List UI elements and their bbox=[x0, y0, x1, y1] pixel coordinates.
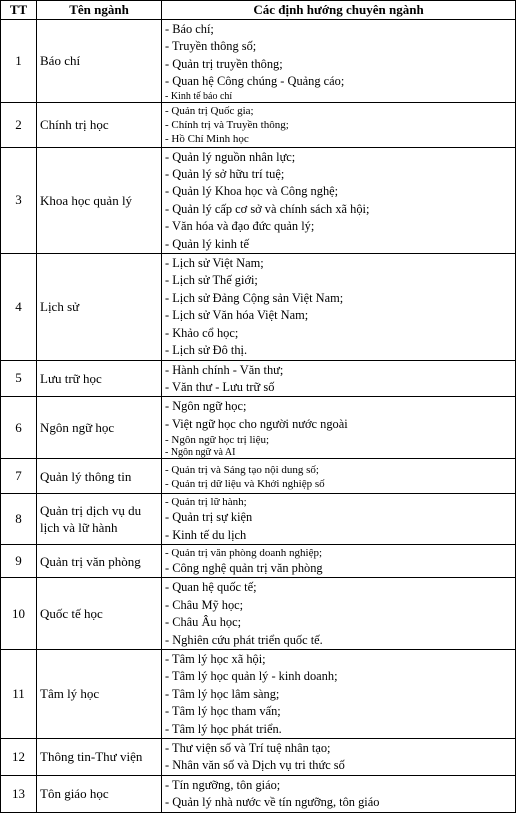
row-number: 5 bbox=[1, 360, 37, 397]
table-body bbox=[1, 20, 516, 813]
specialization-item: - Quản lý nguồn nhân lực; bbox=[165, 149, 296, 164]
major-name: Tâm lý học bbox=[37, 649, 162, 738]
table-row bbox=[1, 397, 516, 459]
row-number: 10 bbox=[1, 578, 37, 650]
specialization-item: - Châu Mỹ học; bbox=[165, 597, 244, 612]
major-name: Lịch sử bbox=[37, 254, 162, 360]
specialization-item: - Lịch sử Việt Nam; bbox=[165, 256, 264, 271]
specialization-item: - Tâm lý học lâm sàng; bbox=[165, 686, 280, 701]
specialization-item: - Quản lý Khoa học và Công nghệ; bbox=[165, 184, 339, 199]
specialization-item: - Quản trị Quốc gia; bbox=[165, 105, 254, 118]
row-number: 12 bbox=[1, 739, 37, 776]
major-name: Tôn giáo học bbox=[37, 775, 162, 812]
major-name: Lưu trữ học bbox=[37, 360, 162, 397]
row-number: 3 bbox=[1, 147, 37, 253]
table-row bbox=[1, 739, 516, 776]
row-number: 2 bbox=[1, 102, 37, 147]
table-row bbox=[1, 459, 516, 494]
specializations bbox=[162, 775, 516, 812]
major-name: Khoa học quản lý bbox=[37, 147, 162, 253]
row-number: 1 bbox=[1, 20, 37, 103]
major-name: Chính trị học bbox=[37, 102, 162, 147]
specialization-item: - Quan hệ quốc tế; bbox=[165, 580, 257, 595]
specialization-item: - Quản lý cấp cơ sở và chính sách xã hội; bbox=[165, 201, 370, 216]
table-row bbox=[1, 649, 516, 738]
specialization-item: - Quản lý kinh tế bbox=[165, 236, 249, 251]
major-name: Ngôn ngữ học bbox=[37, 397, 162, 459]
specialization-item: - Quản trị và Sáng tạo nội dung số; bbox=[165, 463, 319, 476]
specialization-item: - Ngôn ngữ học trị liệu; bbox=[165, 434, 270, 447]
table-row bbox=[1, 254, 516, 360]
specialization-item: - Hồ Chí Minh học bbox=[165, 133, 249, 146]
table-row bbox=[1, 102, 516, 147]
specialization-item: - Quan hệ Công chúng - Quảng cáo; bbox=[165, 74, 345, 89]
specializations bbox=[162, 739, 516, 776]
row-number: 13 bbox=[1, 775, 37, 812]
specialization-item: - Tâm lý học tham vấn; bbox=[165, 704, 281, 719]
row-number: 8 bbox=[1, 494, 37, 545]
table-row bbox=[1, 20, 516, 103]
specializations bbox=[162, 459, 516, 494]
specialization-item: - Kinh tế báo chí bbox=[165, 90, 233, 102]
table-row bbox=[1, 578, 516, 650]
specialization-item: - Tâm lý học phát triển. bbox=[165, 721, 282, 736]
specialization-item: - Hành chính - Văn thư; bbox=[165, 362, 284, 377]
header-specs: Các định hướng chuyên ngành bbox=[162, 1, 516, 20]
specialization-item: - Lịch sử Thế giới; bbox=[165, 273, 258, 288]
table-row bbox=[1, 494, 516, 545]
major-name: Quản lý thông tin bbox=[37, 459, 162, 494]
table-row bbox=[1, 775, 516, 812]
major-name: Quản trị văn phòng bbox=[37, 544, 162, 577]
specializations bbox=[162, 20, 516, 103]
specialization-item: - Báo chí; bbox=[165, 22, 214, 36]
specialization-item: - Nghiên cứu phát triển quốc tế. bbox=[165, 632, 323, 647]
major-name: Quản trị dịch vụ du lịch và lữ hành bbox=[37, 494, 162, 545]
specialization-item: - Quản trị dữ liệu và Khởi nghiệp số bbox=[165, 477, 325, 490]
major-name: Báo chí bbox=[37, 20, 162, 103]
specialization-item: - Khảo cổ học; bbox=[165, 325, 239, 340]
specialization-item: - Tâm lý học xã hội; bbox=[165, 651, 266, 666]
specialization-item: - Quản lý nhà nước về tín ngưỡng, tôn giáo bbox=[165, 795, 380, 810]
specialization-item: - Châu Âu học; bbox=[165, 615, 242, 630]
specialization-item: - Kinh tế du lịch bbox=[165, 527, 247, 542]
specialization-item: - Tín ngưỡng, tôn giáo; bbox=[165, 777, 281, 792]
specializations bbox=[162, 147, 516, 253]
specializations bbox=[162, 578, 516, 650]
specialization-item: - Văn hóa và đạo đức quản lý; bbox=[165, 219, 315, 234]
specialization-item: - Lịch sử Đô thị. bbox=[165, 343, 248, 358]
specialization-item: - Tâm lý học quản lý - kinh doanh; bbox=[165, 669, 338, 684]
header-row bbox=[1, 1, 516, 20]
specialization-item: - Quản lý sở hữu trí tuệ; bbox=[165, 167, 285, 182]
specializations bbox=[162, 649, 516, 738]
specialization-item: - Lịch sử Văn hóa Việt Nam; bbox=[165, 308, 309, 323]
specializations bbox=[162, 494, 516, 545]
major-name: Thông tin-Thư viện bbox=[37, 739, 162, 776]
row-number: 7 bbox=[1, 459, 37, 494]
specializations bbox=[162, 254, 516, 360]
specialization-item: - Việt ngữ học cho người nước ngoài bbox=[165, 416, 348, 431]
row-number: 11 bbox=[1, 649, 37, 738]
specialization-item: - Thư viện số và Trí tuệ nhân tạo; bbox=[165, 741, 331, 755]
row-number: 4 bbox=[1, 254, 37, 360]
specialization-item: - Quản trị truyền thông; bbox=[165, 56, 283, 71]
header-name: Tên ngành bbox=[37, 1, 162, 20]
major-name: Quốc tế học bbox=[37, 578, 162, 650]
specialization-item: - Nhân văn số và Dịch vụ tri thức số bbox=[165, 758, 345, 773]
specializations bbox=[162, 360, 516, 397]
table-row bbox=[1, 147, 516, 253]
specializations bbox=[162, 102, 516, 147]
specialization-item: - Quản trị sự kiện bbox=[165, 510, 253, 525]
specialization-item: - Ngôn ngữ và AI bbox=[165, 447, 236, 459]
specialization-item: - Quản trị lữ hành; bbox=[165, 496, 247, 509]
specialization-item: - Quản trị văn phòng doanh nghiệp; bbox=[165, 546, 323, 559]
table-row bbox=[1, 360, 516, 397]
specialization-item: - Văn thư - Lưu trữ số bbox=[165, 379, 275, 394]
specialization-item: - Chính trị và Truyền thông; bbox=[165, 119, 289, 132]
specialization-item: - Công nghệ quản trị văn phòng bbox=[165, 560, 323, 575]
specializations bbox=[162, 544, 516, 577]
specialization-item: - Truyền thông số; bbox=[165, 39, 257, 54]
specializations bbox=[162, 397, 516, 459]
specialization-item: - Ngôn ngữ học; bbox=[165, 399, 247, 414]
row-number: 9 bbox=[1, 544, 37, 577]
row-number: 6 bbox=[1, 397, 37, 459]
header-tt: TT bbox=[1, 1, 37, 20]
table-row bbox=[1, 544, 516, 577]
specialization-item: - Lịch sử Đảng Cộng sản Việt Nam; bbox=[165, 290, 344, 305]
